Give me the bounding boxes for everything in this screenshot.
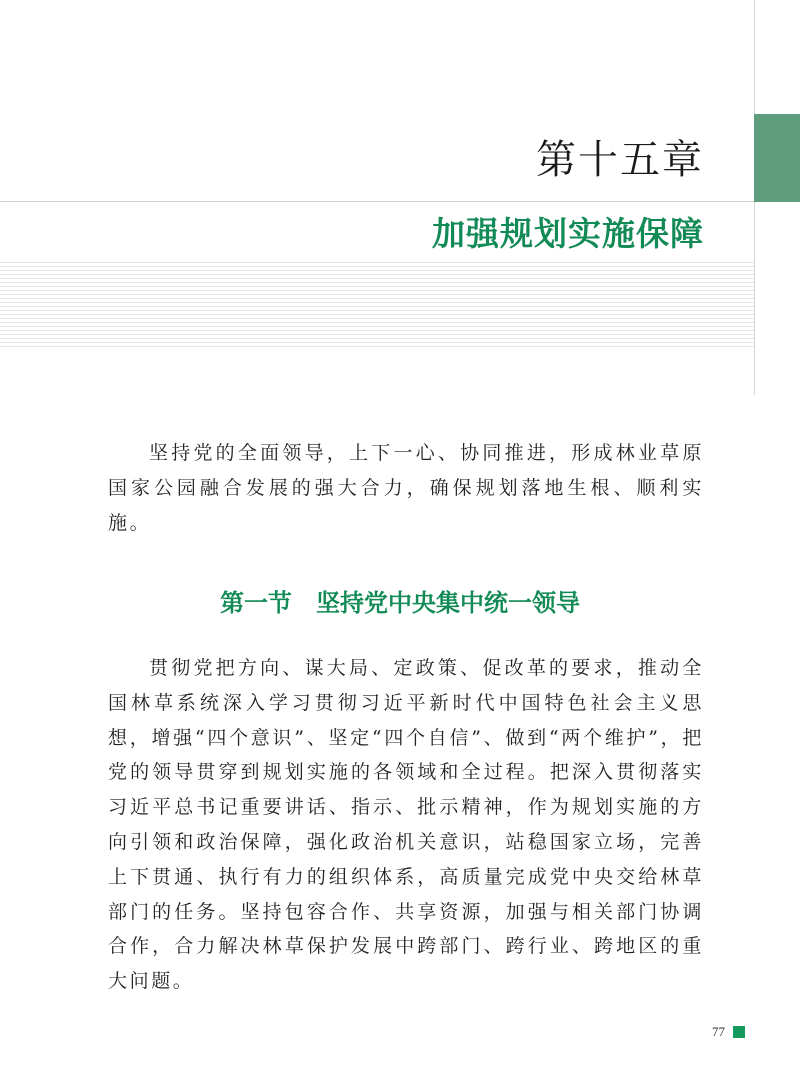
- decorative-stripes: [0, 262, 754, 348]
- chapter-number: 第十五章: [536, 137, 704, 183]
- intro-paragraph: 坚持党的全面领导，上下一心、协同推进，形成林业草原国家公园融合发展的强大合力，确保规划落地生根、顺利实施。: [108, 442, 704, 534]
- section-paragraph: 贯彻党把方向、谋大局、定政策、促改革的要求，推动全国林草系统深入学习贯彻习近平新时代中国特色社会主义思想，增强“四个意识”、坚定“四个自信”、做到“两个维护”，把党的领导贯穿到规划实施的各领域和全过程。把深入贯彻落实习近平总书记重要讲话、指示、批示精神，作为规划实施的方向引领和政治保障，强化政治机关意识，站稳国家立场，完善上下贯通、执行有力的组织体系，高质量完成党中央交给林草部门的任务。坚持包容合作、共享资源，加强与相关部门协调合作，合力解决林草保护发展中跨部门、跨行业、跨地区的重大问题。: [108, 657, 704, 993]
- title-divider: [0, 201, 754, 202]
- square-marker-icon: [733, 1026, 745, 1038]
- chapter-side-tab: [754, 114, 800, 202]
- section-heading: 第一节 坚持党中央集中统一领导: [220, 589, 580, 617]
- page-footer: [712, 1024, 745, 1040]
- chapter-title: 加强规划实施保障: [432, 214, 704, 253]
- page-number: 77: [712, 1024, 725, 1039]
